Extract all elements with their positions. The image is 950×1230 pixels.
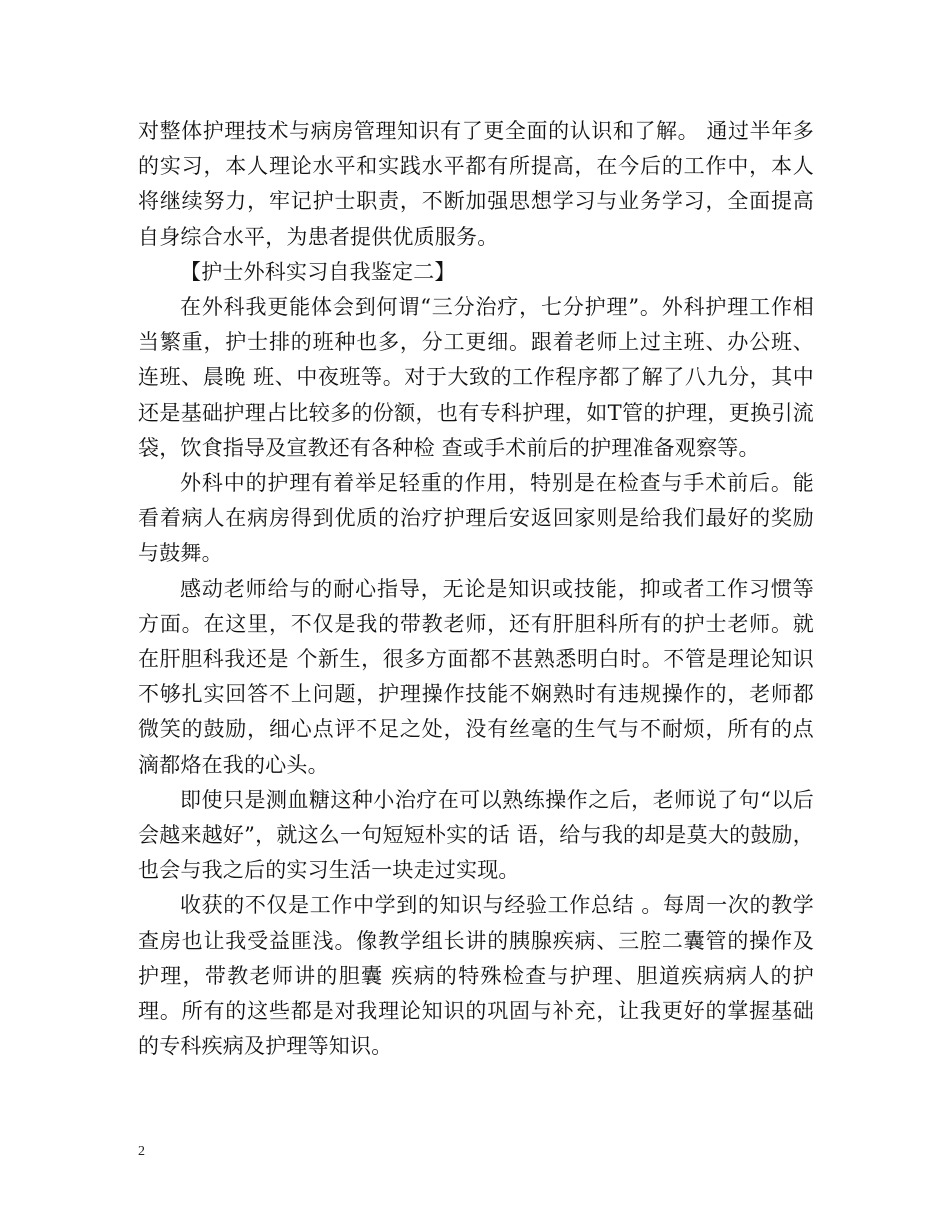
section-heading: 【护士外科实习自我鉴定二】 <box>180 259 456 284</box>
page-number: 2 <box>138 1144 145 1159</box>
paragraph: 即使只是测血糖这种小治疗在可以熟练操作之后，老师说了句“以后会越来越好”，就这么一句短短朴实的话 语，给与我的却是莫大的鼓励，也会与我之后的实习生活一块走过实现。 <box>138 787 814 883</box>
paragraph: 收获的不仅是工作中学到的知识与经验工作总结 。每周一次的教学查房也让我受益匪浅。像教学组长讲的胰腺疾病、三腔二囊管的操作及护理，带教老师讲的胆囊 疾病的特殊检查与护理、胆道疾病病人的护理。所有的这些都是对我理论知识的巩固与补充，让我更好的掌握基础的专科疾病及护理等知识。 <box>138 893 814 1059</box>
document-body <box>138 114 814 1064</box>
paragraph: 外科中的护理有着举足轻重的作用，特别是在检查与手术前后。能看着病人在病房得到优质的治疗护理后安返回家则是给我们最好的奖励与鼓舞。 <box>138 471 814 566</box>
paragraph: 感动老师给与的耐心指导，无论是知识或技能，抑或者工作习惯等方面。在这里，不仅是我的带教老师，还有肝胆科所有的护士老师。就在肝胆科我还是 个新生，很多方面都不甚熟悉明白时。不管是理论知识不够扎实回答不上问题，护理操作技能不娴熟时有违规操作的，老师都微笑的鼓励，细心点评不足之处，没有丝毫的生气与不耐烦，所有的点滴都烙在我的心头。 <box>138 576 814 777</box>
paragraph: 在外科我更能体会到何谓“三分治疗，七分护理”。外科护理工作相当繁重，护士排的班种也多，分工更细。跟着老师上过主班、办公班、连班、晨晚 班、中夜班等。对于大致的工作程序都了解了八九分，其中还是基础护理占比较多的份额，也有专科护理，如T管的护理，更换引流袋，饮食指导及宣教还有各种检 查或手术前后的护理准备观察等。 <box>138 295 814 460</box>
paragraph-continuation: 对整体护理技术与病房管理知识有了更全面的认识和了解。 通过半年多的实习，本人理论水平和实践水平都有所提高，在今后的工作中，本人将继续努力，牢记护士职责，不断加强思想学习与业务学习，全面提高自身综合水平，为患者提供优质服务。 <box>138 119 814 249</box>
